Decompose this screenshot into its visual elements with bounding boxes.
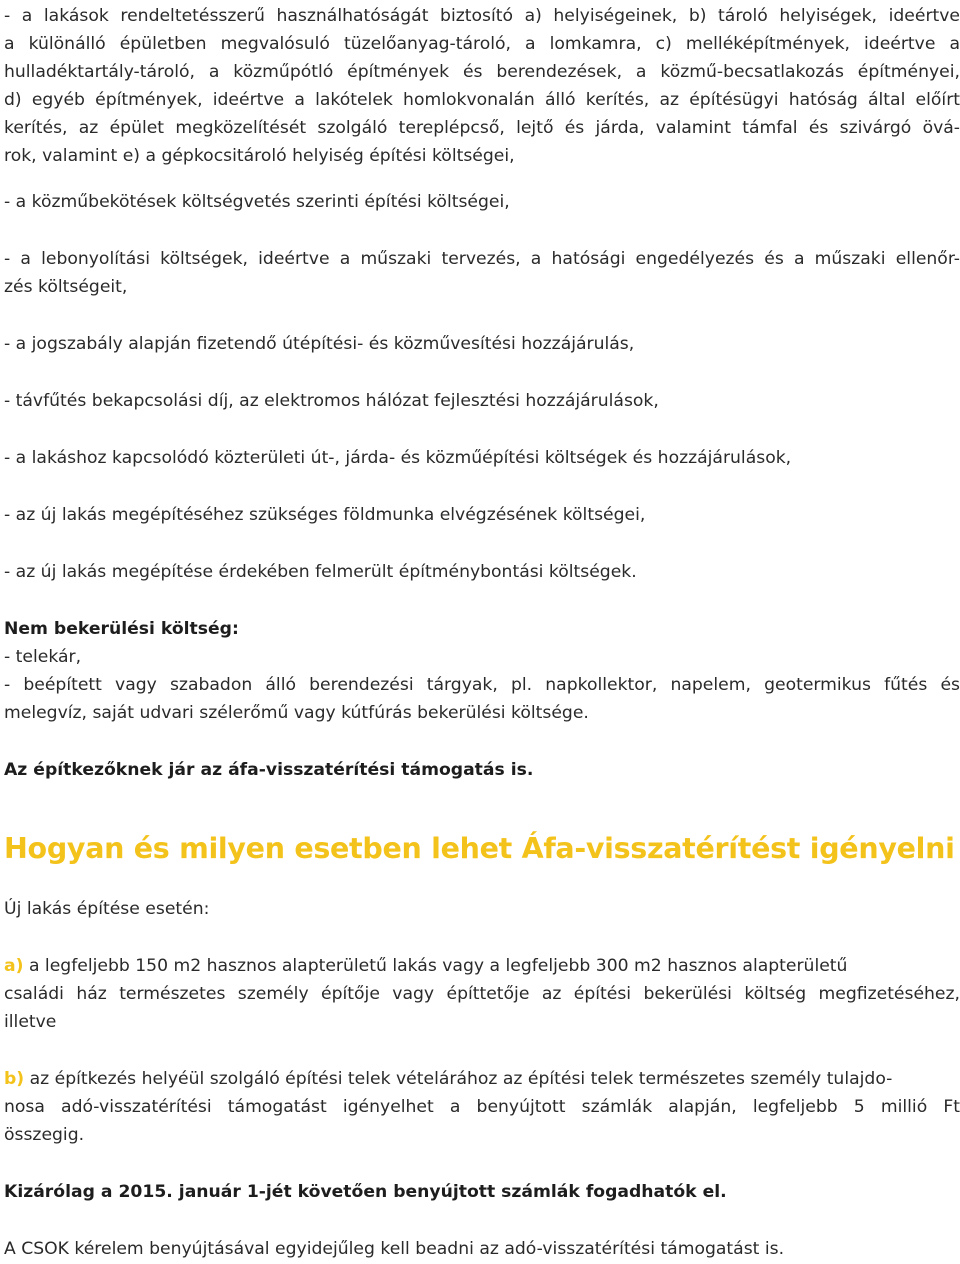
not-cost-item-equipment-line-2: melegvíz, saját udvari szélerőmű vagy kútfúrás bekerülési költsége. — [4, 703, 589, 723]
not-cost-label: Nem bekerülési költség: — [4, 619, 239, 639]
bullet-management-line-1: - a lebonyolítási költségek, ideértve a műszaki tervezés, a hatósági engedélyezés és a műszaki ellenőr- — [4, 249, 960, 269]
bullet-public-area: - a lakáshoz kapcsolódó közterületi út-, járda- és közműépítési költségek és hozzájárulások, — [4, 448, 792, 468]
item-a-text-line-1: a legfeljebb 150 m2 hasznos alapterületű lakás vagy a legfeljebb 300 m2 hasznos alapterületű — [28, 956, 848, 976]
deadline-note: Kizárólag a 2015. január 1-jét követően benyújtott számlák fogadhatók el. — [4, 1182, 727, 1202]
cost-item-line-4: d) egyéb építmények, ideértve a lakótelek homlokvonalán álló kerítés, az építésügyi hatóság által előírt — [4, 90, 960, 110]
cost-item-line-6: rok, valamint e) a gépkocsitároló helyiség építési költségei, — [4, 146, 515, 166]
item-a-marker: a) — [4, 956, 24, 976]
item-b-line-1 — [4, 1065, 892, 1094]
item-b-marker: b) — [4, 1069, 25, 1089]
item-a-line-1 — [4, 952, 847, 981]
bullet-district-heating: - távfűtés bekapcsolási díj, az elektromos hálózat fejlesztési hozzájárulások, — [4, 391, 659, 411]
cost-item-line-3: hulladéktartály-tároló, a közműpótló építmények és berendezések, a közmű-becsatlakozás építményei, — [4, 62, 960, 82]
section-heading: Hogyan és milyen esetben lehet Áfa-visszatérítést igényelni — [4, 832, 955, 865]
item-b-text-line-1: az építkezés helyéül szolgáló építési telek vételárához az építési telek természetes személy tulajdo- — [29, 1069, 893, 1089]
vat-support-note: Az építkezőknek jár az áfa-visszatérítési támogatás is. — [4, 760, 534, 780]
not-cost-item-equipment-line-1: - beépített vagy szabadon álló berendezési tárgyak, pl. napkollektor, napelem, geotermikus fűtés és — [4, 675, 960, 695]
bullet-earthwork: - az új lakás megépítéséhez szükséges földmunka elvégzésének költségei, — [4, 505, 646, 525]
bullet-road-contribution: - a jogszabály alapján fizetendő útépítési- és közművesítési hozzájárulás, — [4, 334, 635, 354]
csok-note: A CSOK kérelem benyújtásával egyidejűleg kell beadni az adó-visszatérítési támogatást is. — [4, 1239, 785, 1259]
cost-item-line-5: kerítés, az épület megközelítését szolgáló tereplépcső, lejtő és járda, valamint támfal és szivárgó övá- — [4, 118, 960, 138]
bullet-management-line-2: zés költségeit, — [4, 277, 128, 297]
item-b-line-2: nosa adó-visszatérítési támogatást igényelhet a benyújtott számlák alapján, legfeljebb 5 millió Ft — [4, 1097, 960, 1117]
bullet-demolition: - az új lakás megépítése érdekében felmerült építménybontási költségek. — [4, 562, 637, 582]
item-b-line-3: összegig. — [4, 1125, 85, 1145]
item-a-line-2: családi ház természetes személy építője vagy építtetője az építési bekerülési költség megfizetéséhez, — [4, 984, 960, 1004]
not-cost-item-land: - telekár, — [4, 647, 82, 667]
cost-item-line-1: - a lakások rendeltetésszerű használhatóságát biztosító a) helyiségeinek, b) tároló helyiségek, ideértve — [4, 6, 960, 26]
cost-item-line-2: a különálló épületben megvalósuló tüzelőanyag-tároló, a lomkamra, c) melléképítmények, ideértve a — [4, 34, 960, 54]
section-intro: Új lakás építése esetén: — [4, 899, 210, 919]
bullet-utility-connections: - a közműbekötések költségvetés szerinti építési költségei, — [4, 192, 510, 212]
item-a-line-3: illetve — [4, 1012, 57, 1032]
